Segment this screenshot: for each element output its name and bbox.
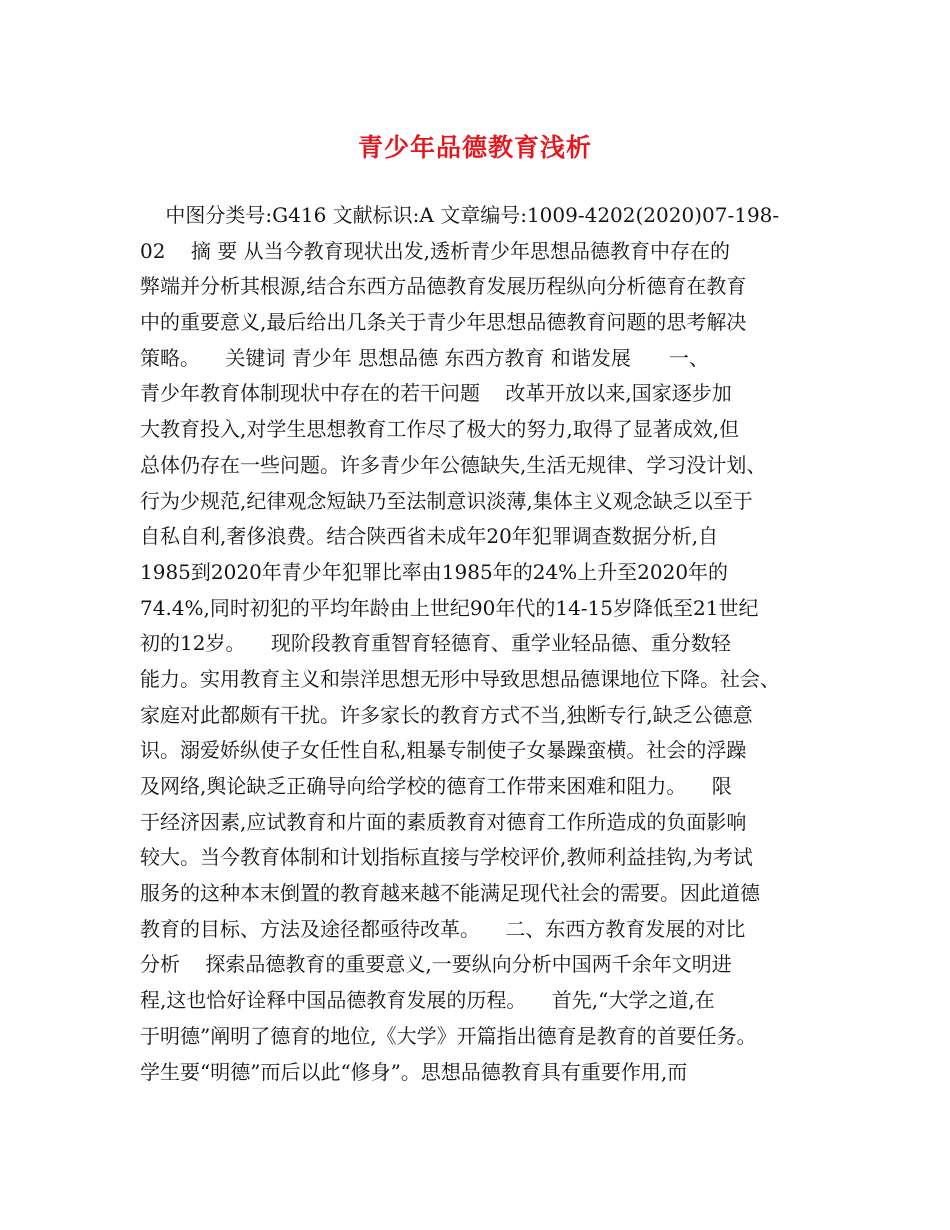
body-text-line: 较大。当今教育体制和计划指标直接与学校评价,教师利益挂钩,为考试 [140, 845, 753, 870]
body-text-line: 教育的目标、方法及途径都亟待改革。 二、东西方教育发展的对比 [140, 916, 746, 941]
body-text-line: 于经济因素,应试教育和片面的素质教育对德育工作所造成的负面影响 [140, 809, 747, 834]
document-title: 青少年品德教育浅析 [357, 133, 592, 162]
body-text-line: 02 摘 要 从当今教育现状出发,透析青少年思想品德教育中存在的 [140, 238, 730, 263]
body-text-line: 1985到2020年青少年犯罪比率由1985年的24%上升至2020年的 [140, 559, 729, 584]
body-text-line: 策略。 关键词 青少年 思想品德 东西方教育 和谐发展 一、 [140, 345, 710, 370]
document-body [140, 198, 825, 1090]
body-text-line: 弊端并分析其根源,结合东西方品德教育发展历程纵向分析德育在教育 [140, 274, 747, 299]
body-text-line: 74.4%,同时初犯的平均年龄由上世纪90年代的14-15岁降低至21世纪 [140, 595, 759, 620]
body-text-line: 中的重要意义,最后给出几条关于青少年思想品德教育问题的思考解决 [140, 310, 747, 335]
body-text-line: 大教育投入,对学生思想教育工作尽了极大的努力,取得了显著成效,但 [140, 417, 740, 442]
body-text-line: 服务的这种本末倒置的教育越来越不能满足现代社会的需要。因此道德 [140, 881, 760, 906]
body-text-line: 及网络,舆论缺乏正确导向给学校的德育工作带来困难和阻力。 限 [140, 774, 732, 798]
body-text-line: 自私自利,奢侈浪费。结合陕西省未成年20年犯罪调查数据分析,自 [140, 524, 719, 549]
body-text-line: 行为少规范,纪律观念短缺乃至法制意识淡薄,集体主义观念缺乏以至于 [140, 488, 753, 513]
body-text-line: 初的12岁。 现阶段教育重智育轻德育、重学业轻品德、重分数轻 [140, 631, 731, 656]
body-text-line: 青少年教育体制现状中存在的若干问题 改革开放以来,国家逐步加 [140, 381, 732, 406]
body-text-line: 学生要“明德”而后以此“修身”。思想品德教育具有重要作用,而 [140, 1059, 688, 1084]
body-text-line: 识。溺爱娇纵使子女任性自私,粗暴专制使子女暴躁蛮横。社会的浮躁 [140, 738, 747, 763]
body-text-line: 家庭对此都颇有干扰。许多家长的教育方式不当,独断专行,缺乏公德意 [140, 702, 753, 727]
body-text-line: 中图分类号:G416 文献标识:A 文章编号:1009-4202(2020)07-198- [140, 203, 780, 227]
body-text-line: 能力。实用教育主义和崇洋思想无形中导致思想品德课地位下降。社会、 [140, 666, 780, 691]
body-text-line: 分析 探索品德教育的重要意义,一要纵向分析中国两千余年文明进 [140, 952, 732, 977]
body-text-line: 于明德”阐明了德育的地位,《大学》开篇指出德育是教育的首要任务。 [140, 1023, 757, 1048]
body-text-line: 总体仍存在一些问题。许多青少年公德缺失,生活无规律、学习没计划、 [140, 452, 767, 477]
body-text-line: 程,这也恰好诠释中国品德教育发展的历程。 首先,“大学之道,在 [140, 988, 715, 1013]
